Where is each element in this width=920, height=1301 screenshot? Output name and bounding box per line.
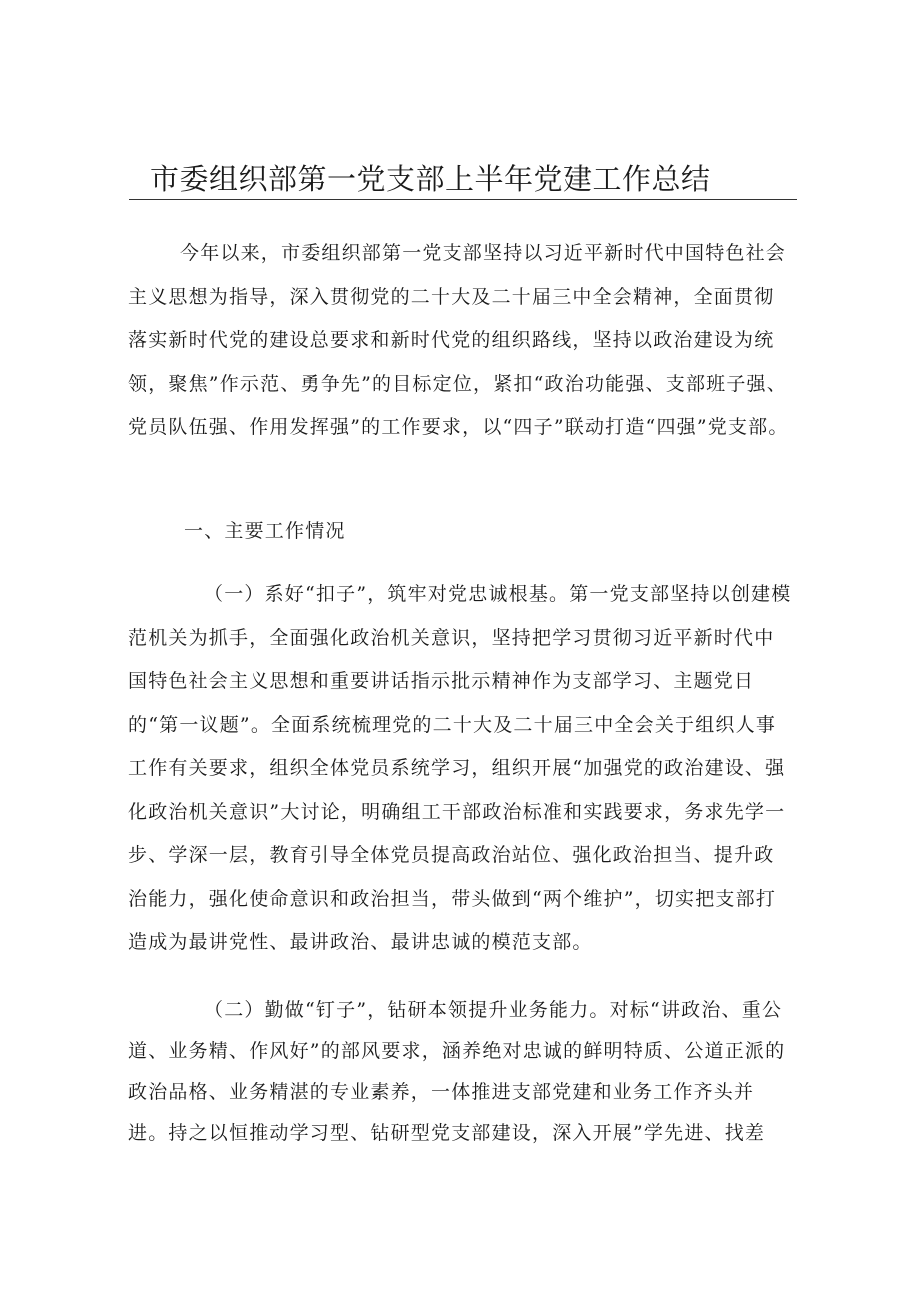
body-paragraph-1: （一）系好“扣子”，筑牢对党忠诚根基。第一党支部坚持以创建模范机关为抓手，全面强化政治机关意识，坚持把学习贯彻习近平新时代中国特色社会主义思想和重要讲话指示批示精神作为支部学习、主题党日的“第一议题”。全面系统梳理党的二十大及二十届三中全会关于组织人事工作有关要求，组织全体党员系统学习，组织开展“加强党的政治建设、强化政治机关意识”大讨论，明确组工干部政治标准和实践要求，务求先学一步、学深一层，教育引导全体党员提高政治站位、强化政治担当、提升政治能力，强化使命意识和政治担当，带头做到“两个维护”，切实把支部打造成为最讲党性、最讲政治、最讲忠诚的模范支部。 [128, 583, 792, 953]
body-paragraph-2: （二）勤做“钉子”，钻研本领提升业务能力。对标“讲政治、重公道、业务精、作风好”的部风要求，涵养绝对忠诚的鲜明特质、公道正派的政治品格、业务精湛的专业素养，一体推进支部党建和业务工作齐头并进。持之以恒推动学习型、钻研型党支部建设，深入开展”学先进、找差 [128, 999, 786, 1144]
title-underline [129, 199, 797, 200]
document-title: 市委组织部第一党支部上半年党建工作总结 [150, 162, 711, 196]
intro-paragraph: 今年以来，市委组织部第一党支部坚持以习近平新时代中国特色社会主义思想为指导，深入贯彻党的二十大及二十届三中全会精神，全面贯彻落实新时代党的建设总要求和新时代党的组织路线，坚持以政治建设为统领，聚焦”作示范、勇争先”的目标定位，紧扣“政治功能强、支部班子强、党员队伍强、作用发挥强”的工作要求，以“四子”联动打造“四强”党支部。 [128, 242, 789, 438]
section-heading: 一、主要工作情况 [184, 520, 346, 542]
